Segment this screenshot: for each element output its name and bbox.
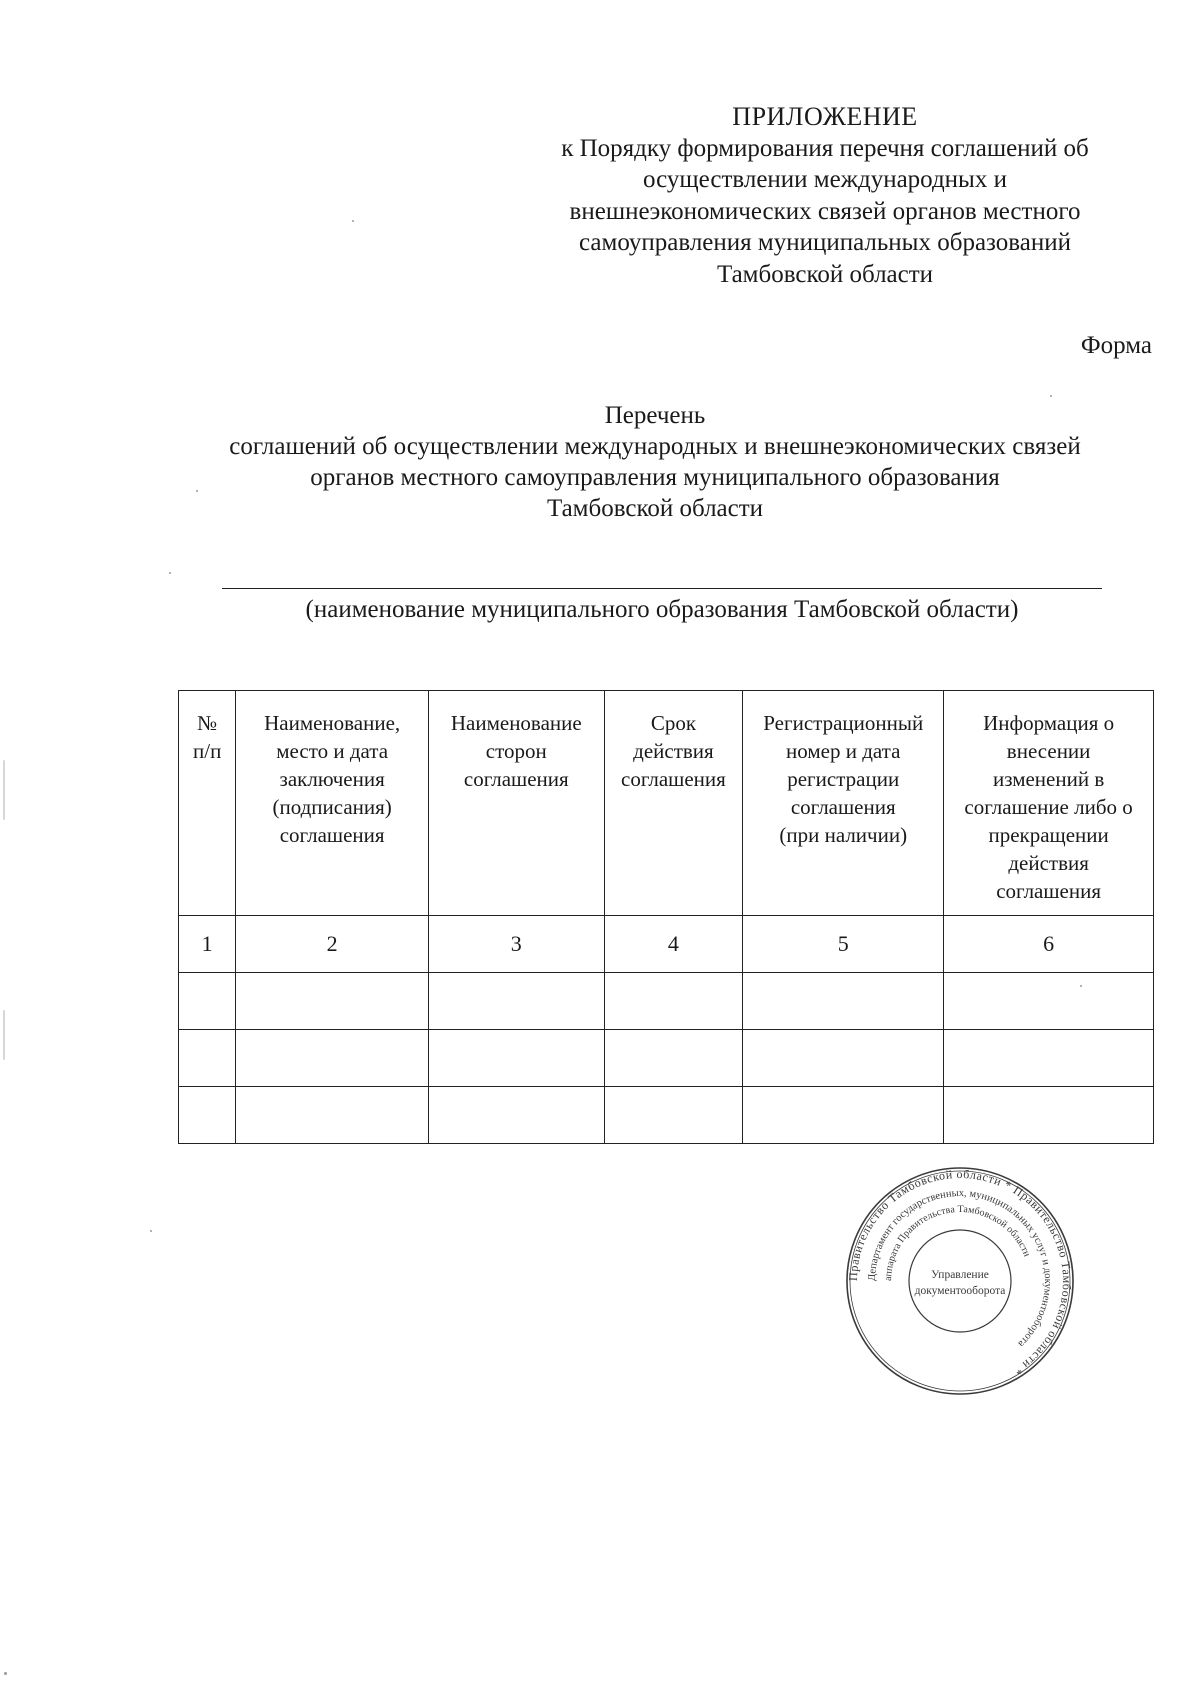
table-cell	[743, 1030, 944, 1087]
column-header-line: Срок	[650, 711, 697, 735]
appendix-line: Тамбовской области	[716, 260, 934, 288]
seal-center-line: Управление	[931, 1269, 989, 1281]
table-cell	[179, 1030, 236, 1087]
table-row	[179, 973, 1154, 1030]
column-number-cell: 6	[944, 916, 1154, 973]
appendix-line: самоуправления муниципальных образований	[579, 229, 1071, 256]
scan-speck	[169, 572, 171, 574]
column-header-line: изменений в	[992, 767, 1105, 791]
column-header-line: сторон	[485, 739, 547, 763]
column-header-line: действия	[1008, 851, 1089, 875]
column-header-line: Наименование,	[264, 711, 401, 735]
table-cell	[604, 1030, 743, 1087]
title-line: органов местного самоуправления муниципального образования	[310, 464, 1000, 491]
title-heading: Перечень	[604, 402, 706, 429]
column-header-line: прекращении	[988, 823, 1109, 847]
document-title	[160, 400, 1150, 524]
seal-inner-text: аппарата Правительства Тамбовской области	[882, 1203, 1033, 1282]
column-header-line: место и дата	[276, 739, 389, 763]
table-cell	[428, 1087, 604, 1144]
appendix-line: к Порядку формирования перечня соглашений об	[561, 134, 1089, 162]
municipality-name-caption: (наименование муниципального образования Тамбовской области)	[305, 596, 1019, 623]
column-number-cell: 3	[428, 916, 604, 973]
column-header-registration	[743, 691, 944, 916]
column-header-line: №	[197, 711, 218, 735]
column-header-line: регистрации	[787, 767, 900, 791]
scan-speck	[1050, 395, 1052, 397]
column-header-line: внесении	[1006, 739, 1091, 763]
table-cell	[743, 973, 944, 1030]
column-header-number	[179, 691, 236, 916]
column-header-line: заключения	[279, 767, 385, 791]
table-body	[179, 916, 1154, 1144]
table-cell	[179, 1087, 236, 1144]
table-cell	[236, 1030, 429, 1087]
seal-center-line: документооборота	[914, 1285, 1006, 1297]
scan-speck	[150, 1230, 152, 1232]
column-header-line: соглашения	[279, 823, 385, 847]
table-cell	[604, 1087, 743, 1144]
table-row	[179, 1087, 1154, 1144]
appendix-header	[500, 101, 1150, 290]
appendix-line: осуществлении международных и	[642, 166, 1007, 193]
column-header-line: (при наличии)	[779, 823, 908, 847]
municipality-name-line	[222, 588, 1102, 589]
column-header-name-place-date	[236, 691, 429, 916]
column-header-line: соглашение либо о	[964, 795, 1133, 819]
column-header-line: соглашения	[621, 767, 726, 791]
scan-speck	[352, 220, 354, 222]
official-seal	[845, 1166, 1075, 1396]
scan-edge-mark	[3, 760, 5, 820]
column-header-term	[604, 691, 743, 916]
column-header-parties	[428, 691, 604, 916]
table-cell	[236, 973, 429, 1030]
column-header-line: Информация о	[983, 711, 1115, 735]
column-header-line: номер и дата	[786, 739, 901, 763]
table-cell	[428, 1030, 604, 1087]
table-header-row	[179, 691, 1154, 916]
column-header-line: соглашения	[463, 767, 569, 791]
agreements-table	[178, 690, 1154, 1144]
column-number-cell: 5	[743, 916, 944, 973]
scan-speck	[196, 490, 198, 492]
column-number-cell: 2	[236, 916, 429, 973]
title-line: соглашений об осуществлении международных и внешнеэкономических связей	[229, 433, 1081, 460]
column-header-line: соглашения	[996, 879, 1101, 903]
column-header-line: Наименование	[450, 711, 582, 735]
column-header-line: (подписания)	[272, 795, 392, 819]
scan-speck	[1080, 985, 1082, 987]
appendix-line: внешнеэкономических связей органов местного	[569, 197, 1081, 225]
seal-middle-text: Департамент государственных, муниципальных услуг и документооборота	[866, 1187, 1054, 1350]
table-cell	[944, 1087, 1154, 1144]
column-header-line: Регистрационный	[763, 711, 924, 735]
column-header-line: п/п	[193, 739, 222, 763]
column-header-changes-info	[944, 691, 1154, 916]
table-row	[179, 1030, 1154, 1087]
table-cell	[743, 1087, 944, 1144]
scan-edge-mark	[3, 1010, 5, 1060]
column-number-cell: 4	[604, 916, 743, 973]
table-cell	[179, 973, 236, 1030]
table-cell	[944, 1030, 1154, 1087]
column-number-cell: 1	[179, 916, 236, 973]
table-cell	[944, 973, 1154, 1030]
table-cell	[604, 973, 743, 1030]
title-line: Тамбовской области	[546, 495, 764, 522]
form-label: Форма	[1080, 332, 1152, 359]
column-header-line: соглашения	[790, 795, 896, 819]
seal-outer-text: Правительство Тамбовской области * Правительство Тамбовской области *	[845, 1166, 1075, 1379]
scan-speck	[4, 1672, 7, 1675]
column-header-line: действия	[633, 739, 714, 763]
appendix-title: ПРИЛОЖЕНИЕ	[732, 102, 918, 131]
table-cell	[428, 973, 604, 1030]
column-number-row	[179, 916, 1154, 973]
table-cell	[236, 1087, 429, 1144]
